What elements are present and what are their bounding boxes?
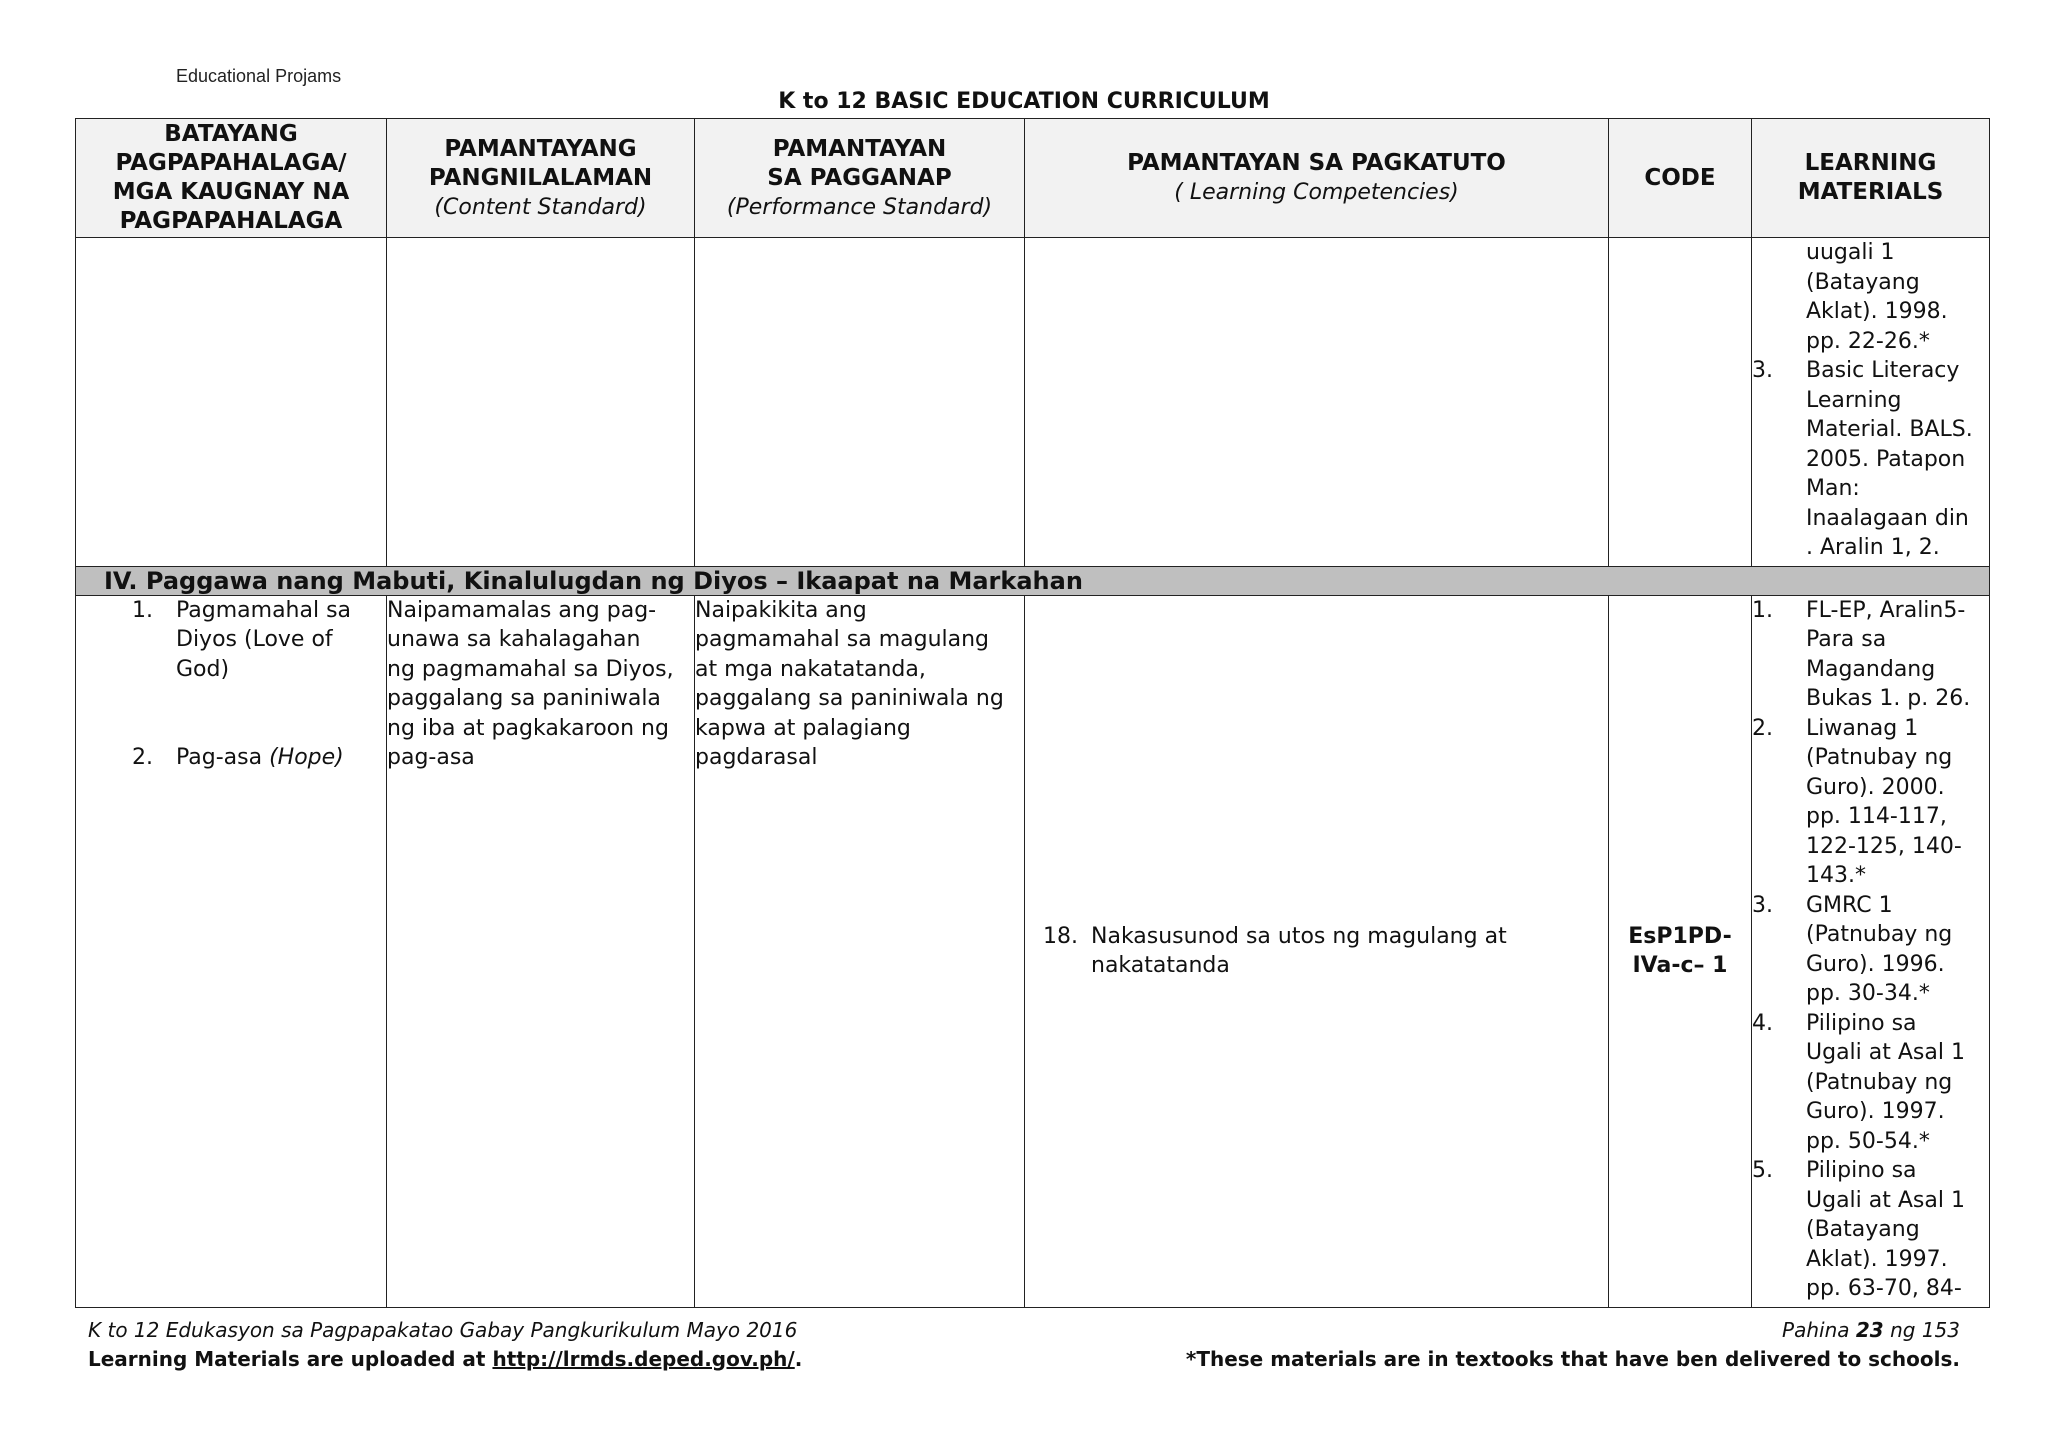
header-content-standard-sub: (Content Standard) [434,194,647,220]
material-line: Magandang [1806,656,1936,682]
header-performance-standard [695,119,1025,238]
core-values-list [132,596,386,773]
value-text-english: (Hope) [269,745,344,771]
content-standard-line: Naipamamalas ang pag- [387,597,657,623]
list-number: 3. [1752,358,1773,383]
material-line: Guro). 2000. [1806,774,1945,800]
list-number: 3. [1752,892,1773,918]
list-number: 18. [1043,923,1078,949]
header-learning-materials-line: LEARNING [1804,150,1937,176]
header-content-standard-line: PAMANTAYANG [444,135,637,162]
material-line: Guro). 1996. [1806,951,1945,977]
header-learning-competencies-sub: ( Learning Competencies) [1174,180,1459,205]
footer-link-suffix: . [794,1347,803,1371]
list-item [1752,891,1989,1009]
content-standard-line: ng iba at pagkakaroon ng [387,715,669,741]
material-line: 143.* [1806,863,1866,889]
list-number: 4. [1752,1010,1773,1036]
footer-guide-title: K to 12 Edukasyon sa Pagpapakatao Gabay Pangkurikulum Mayo 2016 [88,1318,798,1342]
material-line: pp. 114-117, [1806,804,1947,830]
material-line: Man: [1806,476,1860,501]
material-line: (Patnubay ng [1806,745,1953,771]
material-line: Ugali at Asal 1 [1806,1187,1965,1213]
material-line: Para sa [1806,627,1887,653]
empty-cell [76,238,387,567]
material-line: Liwanag 1 [1806,715,1919,741]
section-title: IV. Paggawa nang Mabuti, Kinalulugdan ng Diyos – Ikaapat na Markahan [76,566,1990,595]
footer-upload-text: Learning Materials are uploaded at [88,1347,486,1371]
value-line: Pagmamahal sa [176,597,352,623]
header-learning-materials [1752,119,1990,238]
performance-standard-line: Naipakikita ang [695,597,867,623]
materials-list [1752,596,1989,1304]
document-title: K to 12 BASIC EDUCATION CURRICULUM [778,89,1270,114]
page-indicator [1186,1316,1960,1345]
page-suffix: ng 153 [1890,1318,1960,1342]
header-core-values-line: BATAYANG [164,121,298,147]
list-item [1752,714,1989,891]
header-performance-standard-line: SA PAGGANAP [767,164,952,191]
empty-cell [1609,238,1752,567]
material-line: Aklat). 1997. [1806,1246,1948,1272]
header-core-values-line: MGA KAUGNAY NA [112,179,350,205]
header-learning-competencies-title: PAMANTAYAN SA PAGKATUTO [1127,150,1506,176]
list-number: 5. [1752,1158,1773,1184]
header-row [76,119,1990,238]
competency-item [1043,922,1598,981]
section-header-row [76,566,1990,595]
table-row [76,595,1990,1307]
header-core-values [76,119,387,238]
material-line: Learning [1806,387,1902,413]
material-line: pp. 30-34.* [1806,981,1930,1007]
table-row [76,238,1990,567]
material-line: Inaalagaan din [1806,505,1969,531]
value-line: Diyos (Love of [176,627,333,653]
list-item [1752,1156,1989,1304]
core-values-cell [76,595,387,1307]
list-item [132,596,386,685]
content-standard-line: pag-asa [387,745,475,771]
footer-upload-note [88,1345,802,1374]
code-line: IVa-c– 1 [1632,953,1728,979]
material-line: 2005. Patapon [1806,446,1966,472]
competency-line: nakatatanda [1091,953,1230,979]
material-line: Aklat). 1998. [1806,299,1948,324]
material-line: (Batayang [1806,269,1920,295]
material-line: Guro). 1997. [1806,1099,1945,1125]
competency-cell [1025,595,1609,1307]
lrmds-link[interactable]: http://lrmds.deped.gov.ph/ [492,1347,795,1371]
header-code: CODE [1609,119,1752,238]
performance-standard-line: paggalang sa paniniwala ng [695,686,1004,712]
material-line: GMRC 1 [1806,892,1893,918]
value-text: Pag-asa [176,745,263,771]
code-cell [1609,595,1752,1307]
material-line: Basic Literacy [1806,358,1960,383]
header-learning-materials-line: MATERIALS [1797,179,1944,205]
header-content-standard-line: PANGNILALAMAN [428,164,653,191]
content-standard-line: ng pagmamahal sa Diyos, [387,656,674,682]
material-line: Pilipino sa [1806,1158,1917,1184]
materials-list [1752,356,1989,563]
performance-standard-line: pagdarasal [695,745,818,771]
page-number: 23 [1855,1318,1884,1342]
content-standard-line: paggalang sa paniniwala [387,686,661,712]
material-line: Bukas 1. p. 26. [1806,686,1971,712]
list-number: 2. [132,745,153,771]
material-line: 122-125, 140- [1806,833,1962,859]
list-number: 1. [1752,597,1773,623]
header-performance-standard-sub: (Performance Standard) [726,194,993,220]
material-line: pp. 50-54.* [1806,1128,1930,1154]
header-learning-competencies [1025,119,1609,238]
performance-standard-cell [695,595,1025,1307]
list-item [1752,596,1989,714]
content-standard-cell [387,595,695,1307]
material-line: . Aralin 1, 2. [1806,535,1940,560]
watermark-text: Educational Projams [176,66,342,86]
header-performance-standard-line: PAMANTAYAN [772,135,947,162]
header-content-standard [387,119,695,238]
curriculum-table [75,118,1990,1308]
performance-standard-line: kapwa at palagiang [695,715,911,741]
spacer [132,684,386,743]
header-core-values-line: PAGPAPAHALAGA/ [115,150,347,176]
empty-cell [1025,238,1609,567]
footer-right [1186,1316,1960,1374]
material-line: (Batayang [1806,1217,1920,1243]
material-continued-text [1752,238,1989,356]
competency-line: Nakasusunod sa utos ng magulang at [1091,923,1507,949]
list-number: 1. [132,597,153,623]
page-prefix: Pahina [1782,1318,1850,1342]
empty-cell [695,238,1025,567]
material-line: FL-EP, Aralin5- [1806,597,1966,623]
footer-left [88,1316,802,1374]
header-core-values-line: PAGPAPAHALAGA [119,208,343,234]
footer-materials-note: *These materials are in textooks that have ben delivered to schools. [1185,1347,1960,1371]
material-line: (Patnubay ng [1806,922,1953,948]
material-line: Ugali at Asal 1 [1806,1040,1965,1066]
value-line: God) [176,656,230,682]
empty-cell [387,238,695,567]
content-standard-line: unawa sa kahalagahan [387,627,641,653]
materials-cell-continued [1752,238,1990,567]
materials-cell [1752,595,1990,1307]
list-item [1752,356,1989,563]
list-number: 2. [1752,715,1773,741]
performance-standard-line: at mga nakatatanda, [695,656,926,682]
material-line: Pilipino sa [1806,1010,1917,1036]
material-line: pp. 22-26.* [1806,328,1930,354]
code-line: EsP1PD- [1628,923,1732,949]
material-line: pp. 63-70, 84- [1806,1276,1962,1302]
material-line: (Patnubay ng [1806,1069,1953,1095]
material-line: Material. BALS. [1806,417,1973,442]
material-line: uugali 1 [1806,240,1895,265]
list-item [132,743,386,773]
performance-standard-line: pagmamahal sa magulang [695,627,990,653]
list-item [1752,1009,1989,1157]
